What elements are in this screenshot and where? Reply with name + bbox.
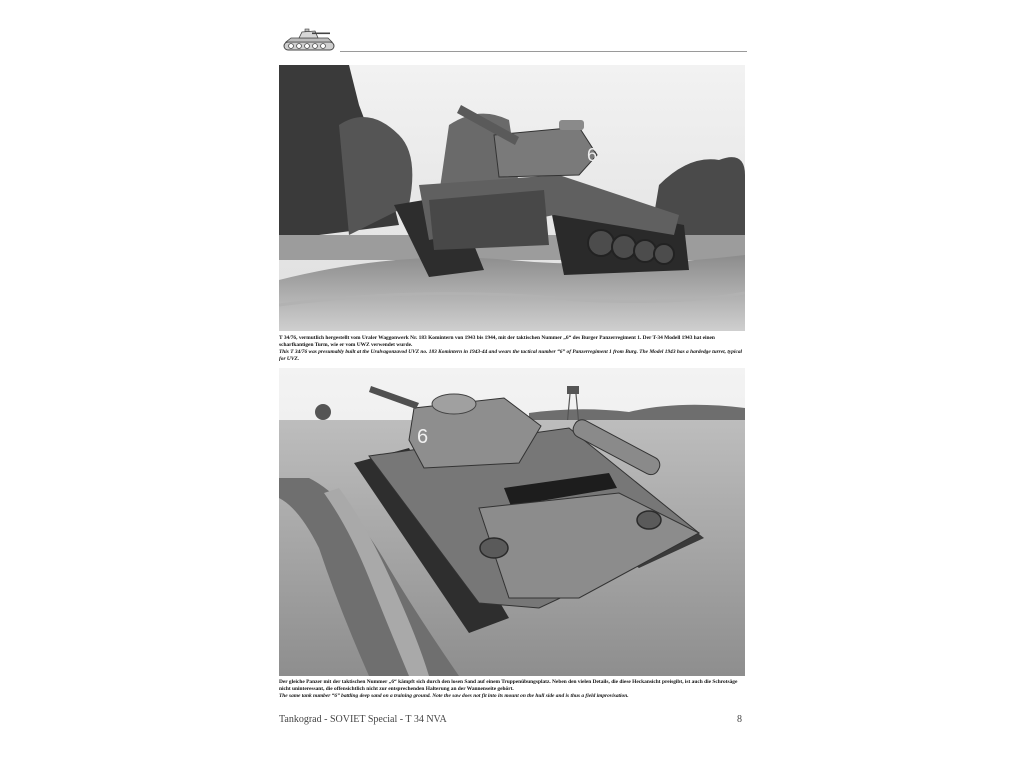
turret-number-label: 6 (417, 426, 429, 448)
photo-caption (279, 679, 745, 700)
header-rule (340, 51, 747, 52)
caption-english: This T 34/76 was presumably built at the Uralvagonzavod UVZ no. 183 Komintern in 1943-44 and wears the tactical number “6” of Panzerregiment 1 from Burg. The Model 1943 has a hardedge turret, typical for UVZ. (279, 349, 743, 363)
caption-german: T 34/76, vermutlich hergestellt vom Uraler Waggonwerk Nr. 183 Komintern von 1943 bis 1944, mit der taktischen Nummer „6“ des Burger Panzerregiment 1. Der T-34 Modell 1943 hat einen scharfkantigen Turm, wie er vom UWZ verwendet wurde. (279, 335, 715, 349)
tank-photo-rear (279, 368, 745, 676)
page-number: 8 (737, 714, 742, 725)
footer-title: Tankograd - SOVIET Special - T 34 NVA (279, 714, 447, 725)
tank-silhouette-icon (282, 26, 336, 54)
caption-german: Der gleiche Panzer mit der taktischen Nummer „6“ kämpft sich durch den losen Sand auf einem Truppenübungsplatz. Neben den vielen Details, die diese Heckansicht preisgibt, ist auch die Schrotsäge nicht uninteressant, die offensichtlich nicht zur entsprechenden Halterung an der Wannenseite gehört. (279, 679, 738, 693)
turret-number-label: 6 (587, 145, 598, 165)
caption-english: The same tank number “6” battling deep sand on a training ground. Note the saw does not fit into its mount on the hull side and is thus a field improvisation. (279, 693, 629, 700)
photo-caption (279, 335, 745, 363)
tank-photo-front (279, 65, 745, 331)
